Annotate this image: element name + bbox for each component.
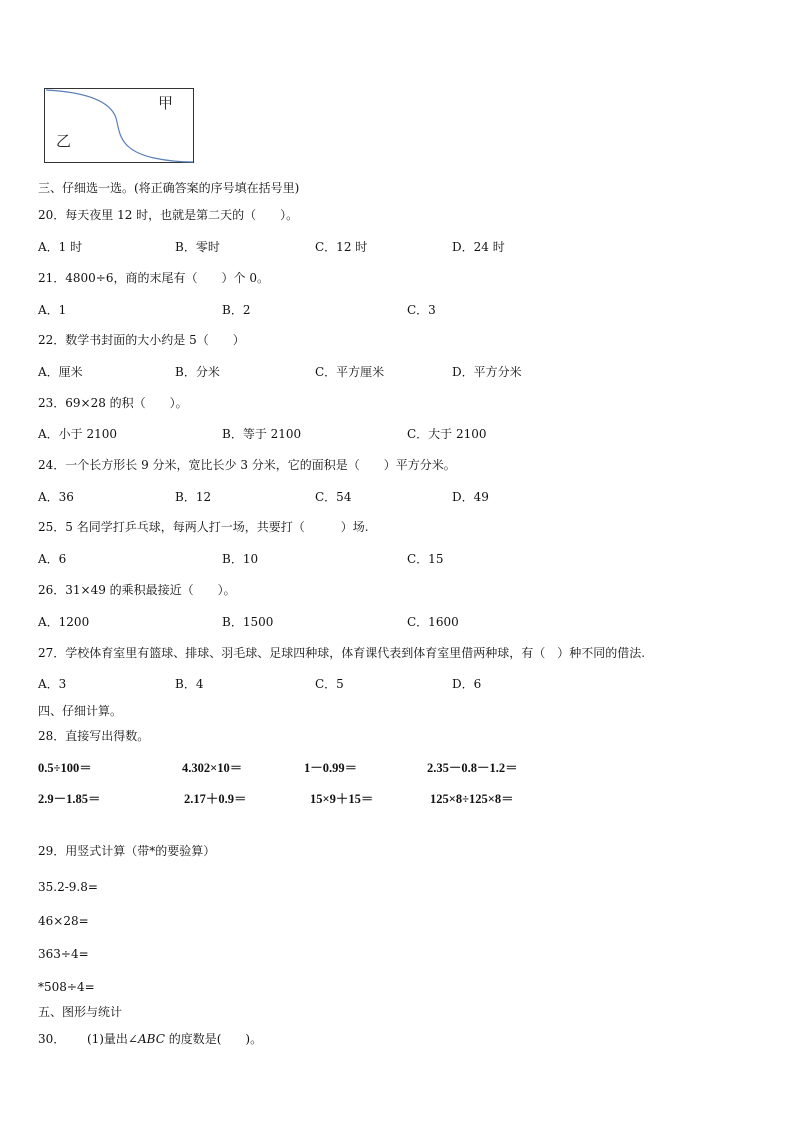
q30-text: (1)量出∠: [86, 1032, 138, 1046]
q28-item: 0.5÷100＝: [38, 761, 92, 775]
q29-item: 35.2-9.8=: [38, 880, 98, 894]
q27-option-b: B．4: [175, 677, 204, 691]
q24-option-a: A．36: [38, 490, 74, 504]
q28-item: 4.302×10＝: [182, 761, 243, 775]
q29-item: *508÷4=: [38, 980, 95, 994]
q22-option-d: D．平方分米: [452, 365, 522, 379]
q24-option-d: D．49: [452, 490, 489, 504]
q28-stem: 28．直接写出得数。: [38, 729, 150, 743]
q23-option-b: B．等于 2100: [222, 427, 302, 441]
q26-option-a: A．1200: [38, 615, 90, 629]
q25-option-c: C．15: [407, 552, 444, 566]
q30-rest: 的度数是( )。: [164, 1032, 263, 1046]
q21-option-b: B．2: [222, 303, 251, 317]
q20-option-d: D．24 时: [452, 240, 505, 254]
q22-option-a: A．厘米: [38, 365, 83, 379]
section4-title: 四、仔细计算。: [38, 704, 123, 718]
q28-item: 125×8÷125×8＝: [430, 792, 514, 806]
q29-item: 363÷4=: [38, 947, 89, 961]
q22-option-b: B．分米: [175, 365, 220, 379]
q29-item: 46×28=: [38, 914, 89, 928]
q22-option-c: C．平方厘米: [315, 365, 385, 379]
q28-item: 2.17＋0.9＝: [184, 792, 247, 806]
q29-stem: 29．用竖式计算（带*的要验算）: [38, 844, 216, 858]
q24-stem: 24．一个长方形长 9 分米，宽比长少 3 分米，它的面积是（ ）平方分米。: [38, 458, 456, 472]
q28-item: 2.35－0.8－1.2＝: [427, 761, 518, 775]
q20-option-c: C．12 时: [315, 240, 368, 254]
section3-title: 三、仔细选一选。(将正确答案的序号填在括号里): [38, 181, 300, 195]
q22-stem: 22．数学书封面的大小约是 5（ ）: [38, 333, 245, 347]
q27-option-d: D．6: [452, 677, 482, 691]
q28-item: 2.9－1.85＝: [38, 792, 101, 806]
q27-stem: 27．学校体育室里有篮球、排球、羽毛球、足球四种球，体育课代表到体育室里借两种球，有（ ）种不同的借法.: [38, 646, 646, 660]
q27-option-c: C．5: [315, 677, 344, 691]
label-yi: 乙: [56, 132, 72, 150]
boundary-figure: [44, 88, 194, 163]
q28-item: 15×9＋15＝: [310, 792, 374, 806]
q24-option-b: B．12: [175, 490, 212, 504]
q21-option-a: A．1: [38, 303, 67, 317]
q25-option-a: A．6: [38, 552, 67, 566]
q23-stem: 23．69×28 的积（ ）。: [38, 396, 188, 410]
q24-option-c: C．54: [315, 490, 352, 504]
q21-option-c: C．3: [407, 303, 436, 317]
q26-option-b: B．1500: [222, 615, 274, 629]
q30-angle: ABC: [138, 1032, 165, 1046]
q21-stem: 21．4800÷6，商的末尾有（ ）个 0。: [38, 271, 269, 285]
q20-option-b: B．零时: [175, 240, 220, 254]
q30-number: 30．: [38, 1032, 66, 1046]
section5-title: 五、图形与统计: [38, 1005, 123, 1019]
q27-option-a: A．3: [38, 677, 67, 691]
q20-stem: 20．每天夜里 12 时，也就是第二天的（ ）。: [38, 208, 299, 222]
q23-option-c: C．大于 2100: [407, 427, 487, 441]
label-jia: 甲: [158, 94, 174, 112]
q26-stem: 26．31×49 的乘积最接近（ ）。: [38, 583, 236, 597]
q25-option-b: B．10: [222, 552, 259, 566]
q23-option-a: A．小于 2100: [38, 427, 118, 441]
q20-option-a: A．1 时: [38, 240, 83, 254]
q26-option-c: C．1600: [407, 615, 459, 629]
q25-stem: 25．5 名同学打乒乓球，每两人打一场，共要打（ ）场.: [38, 520, 369, 534]
q28-item: 1－0.99＝: [304, 761, 358, 775]
q30-stem: [38, 1031, 262, 1047]
